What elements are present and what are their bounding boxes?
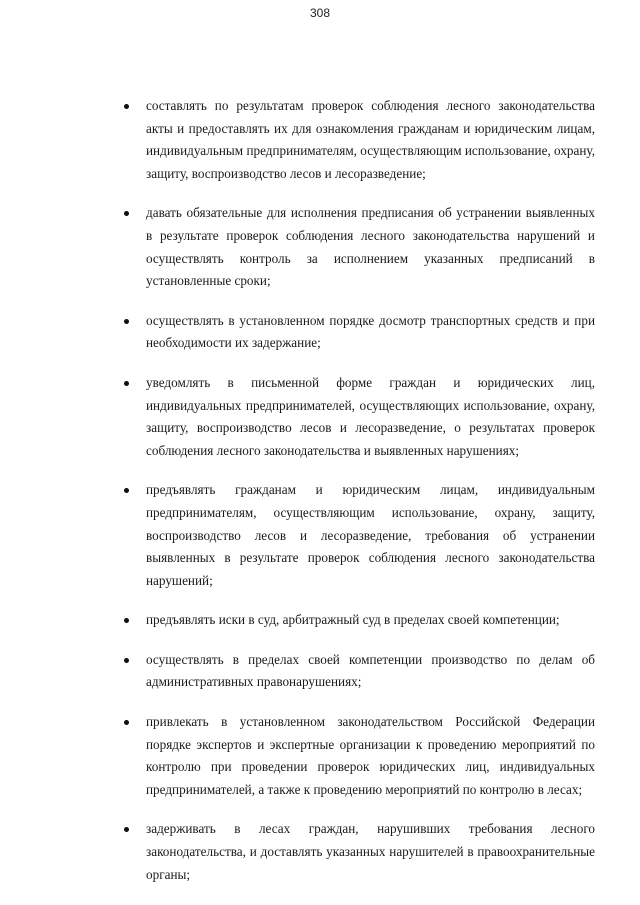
bullet-icon <box>124 720 129 725</box>
list-item-text: предъявлять гражданам и юридическим лицам, индивидуальным предпринимателям, осуществляющим использование, охрану, защиту, воспроизводство лесов и лесоразведение, требования об устранении выявленных в результате проверок соблюдения лесного законодательства нарушений; <box>146 482 595 588</box>
list-item-text: осуществлять в установленном порядке досмотр транспортных средств и при необходимости их задержание; <box>146 312 595 351</box>
bullet-icon <box>124 488 129 493</box>
list-item <box>0 479 595 592</box>
bullet-icon <box>124 827 129 832</box>
page-number: 308 <box>309 6 331 20</box>
bullet-icon <box>124 658 129 663</box>
list-item-text: давать обязательные для исполнения предписания об устранении выявленных в результате проверок соблюдения лесного законодательства нарушений и осуществлять контроль за исполнением указанных предписаний в установленные сроки; <box>146 205 595 289</box>
list-item <box>0 372 595 462</box>
list-item <box>0 818 595 886</box>
list-item <box>0 609 595 632</box>
bullet-icon <box>124 319 129 324</box>
list-item-text: уведомлять в письменной форме граждан и юридических лиц, индивидуальных предпринимателей, осуществляющих использование, охрану, защиту, воспроизводство лесов и лесоразведение, о результатах проверок соблюдения лесного законодательства и выявленных нарушениях; <box>146 374 595 458</box>
list-item-text: осуществлять в пределах своей компетенции производство по делам об административных правонарушениях; <box>146 651 595 690</box>
bullet-icon <box>124 381 129 386</box>
list-item-text: предъявлять иски в суд, арбитражный суд в пределах своей компетенции; <box>146 612 560 628</box>
list-item <box>0 202 595 292</box>
bullet-icon <box>124 211 129 216</box>
bullet-icon <box>124 104 129 109</box>
list-item-text: составлять по результатам проверок соблюдения лесного законодательства акты и предоставлять их для ознакомления гражданам и юридическим лицам, индивидуальным предпринимателям, осуществляющим использование, охрану, защиту, воспроизводство лесов и лесоразведение; <box>146 98 595 181</box>
list-item-text: задерживать в лесах граждан, нарушивших требования лесного законодательства, и доставлять указанных нарушителей в правоохранительные органы; <box>146 821 595 882</box>
bullet-icon <box>124 618 129 623</box>
list-item <box>0 711 595 801</box>
bullet-list <box>0 95 640 903</box>
list-item <box>0 95 595 185</box>
list-item-text: привлекать в установленном законодательством Российской Федерации порядке экспертов и экспертные организации к проведению мероприятий по контролю при проведении проверок юридических лиц, индивидуальных предпринимателей, а также к проведению мероприятий по контролю в лесах; <box>146 714 595 797</box>
list-item <box>0 649 595 694</box>
list-item <box>0 310 595 355</box>
